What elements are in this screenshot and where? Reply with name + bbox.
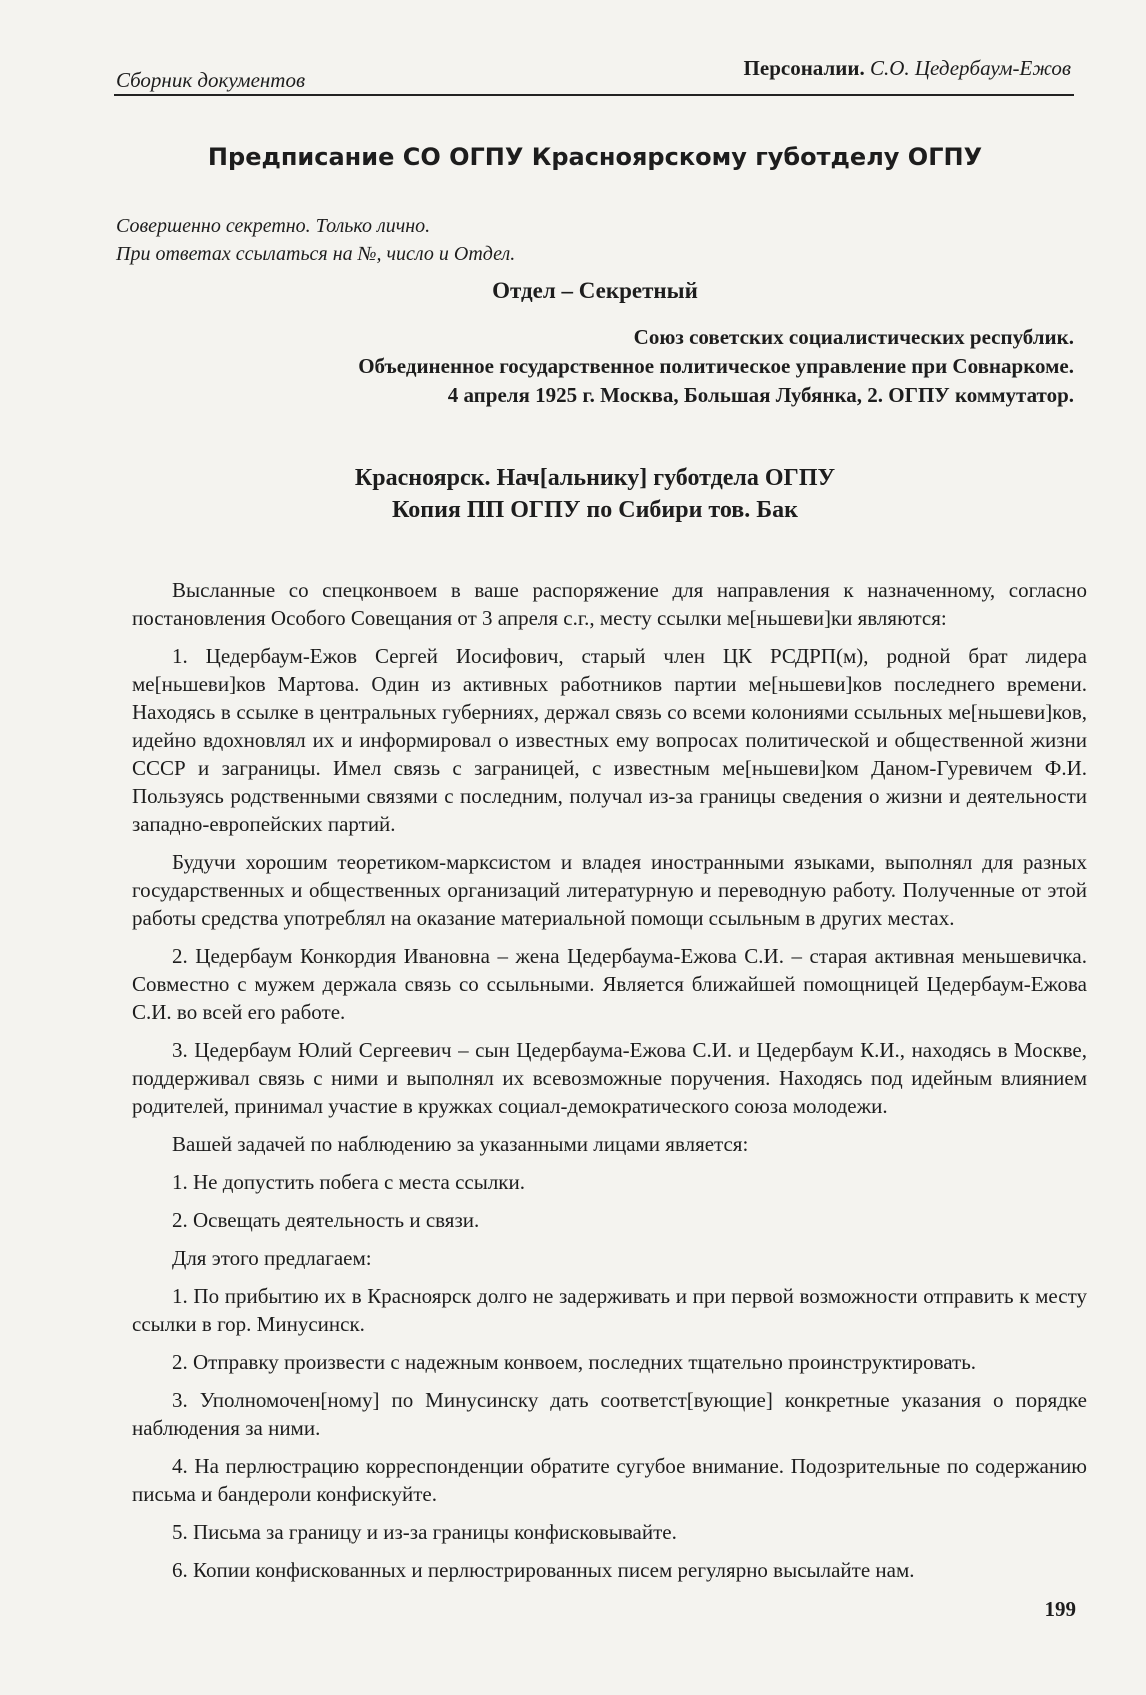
org-line: 4 апреля 1925 г. Москва, Большая Лубянка, 2. ОГПУ коммутатор. (447, 383, 1074, 407)
document-title: Предписание СО ОГПУ Красноярскому губотделу ОГПУ (207, 143, 983, 171)
paragraph-proposal-4: 4. На перлюстрацию корреспонденции обратите сугубое внимание. Подозрительные по содержанию письма и бандероли конфискуйте. (132, 1454, 1087, 1506)
paragraph-proposal-3: 3. Уполномочен[ному] по Минусинску дать соответст[вующие] конкретные указания о порядке наблюдения за ними. (132, 1388, 1087, 1440)
secrecy-note (116, 212, 515, 268)
org-line: Союз советских социалистических республик. (633, 325, 1074, 349)
secrecy-line: При ответах ссылаться на №, число и Отдел. (116, 243, 516, 265)
paragraph-task-2: 2. Освещать деятельность и связи. (172, 1208, 480, 1232)
paragraph-person-3: 3. Цедербаум Юлий Сергеевич – сын Цедербаума-Ежова С.И. и Цедербаум К.И., находясь в Москве, поддерживал связь с ними и выполнял их всевозможные поручения. Находясь под идейным влиянием родителей, принимал участие в кружках социал-демократического союза молодежи. (132, 1038, 1087, 1118)
paragraph-intro: Высланные со спецконвоем в ваше распоряжение для направления к назначенному, согласно постановления Особого Совещания от 3 апреля с.г., месту ссылки ме[ньшеви]ки являются: (132, 578, 1087, 630)
addressee-line: Красноярск. Нач[альнику] губотдела ОГПУ (354, 465, 836, 491)
paragraph-proposal-heading: Для этого предлагаем: (172, 1246, 372, 1270)
running-header-left: Сборник документов (116, 68, 306, 92)
paragraph-task-heading: Вашей задачей по наблюдению за указанными лицами является: (172, 1132, 749, 1156)
paragraph-proposal-6: 6. Копии конфискованных и перлюстрированных писем регулярно высылайте нам. (172, 1558, 915, 1582)
paragraph-task-1: 1. Не допустить побега с места ссылки. (172, 1170, 526, 1194)
page-number: 199 (1044, 1597, 1076, 1621)
paragraph-person-1: 1. Цедербаум-Ежов Сергей Иосифович, старый член ЦК РСДРП(м), родной брат лидера ме[ньшеви]ков Мартова. Один из активных работников партии ме[ньшеви]ков последнего времени. Находясь в ссылке в центральных губерниях, держал связь со всеми колониями ссыльных ме[ньшеви]ков, идейно вдохновлял их и информировал о известных ему вопросах политической и общественной жизни СССР и заграницы. Имел связь с заграницей, с известным ме[ньшеви]ком Даном-Гуревичем Ф.И. Пользуясь родственными связями с последним, получал из-за границы сведения о жизни и деятельности западно-европейских партий. (132, 644, 1087, 836)
org-line: Объединенное государственное политическое управление при Совнаркоме. (358, 354, 1074, 378)
paragraph-proposal-5: 5. Письма за границу и из-за границы конфисковывайте. (172, 1520, 677, 1544)
paragraph-person-1-cont: Будучи хорошим теоретиком-марксистом и владея иностранными языками, выполнял для разных государственных и общественных организаций литературную и переводную работу. Полученные от этой работы средства употреблял на оказание материальной помощи ссыльным в других местах. (132, 850, 1087, 930)
secrecy-line: Совершенно секретно. Только лично. (116, 215, 431, 237)
paragraph-person-2: 2. Цедербаум Конкордия Ивановна – жена Цедербаума-Ежова С.И. – старая активная меньшевичка. Совместно с мужем держала связь со ссыльными. Является ближайшей помощницей Цедербаум-Ежова С.И. во всей его работе. (132, 944, 1087, 1024)
running-header-section: Персоналии. (743, 56, 865, 80)
running-header-right (744, 56, 1071, 81)
addressee-block (116, 462, 1074, 526)
document-body (132, 576, 1087, 1594)
addressee-line: Копия ПП ОГПУ по Сибири тов. Бак (392, 497, 798, 523)
header-rule (114, 94, 1074, 96)
paragraph-proposal-2: 2. Отправку произвести с надежным конвоем, последних тщательно проинструктировать. (172, 1350, 977, 1374)
running-header-person: С.О. Цедербаум-Ежов (869, 56, 1071, 80)
paragraph-proposal-1: 1. По прибытию их в Красноярск долго не задерживать и при первой возможности отправить к месту ссылки в гор. Минусинск. (132, 1284, 1087, 1336)
organization-block (358, 323, 1074, 410)
department-heading: Отдел – Секретный (492, 278, 698, 303)
